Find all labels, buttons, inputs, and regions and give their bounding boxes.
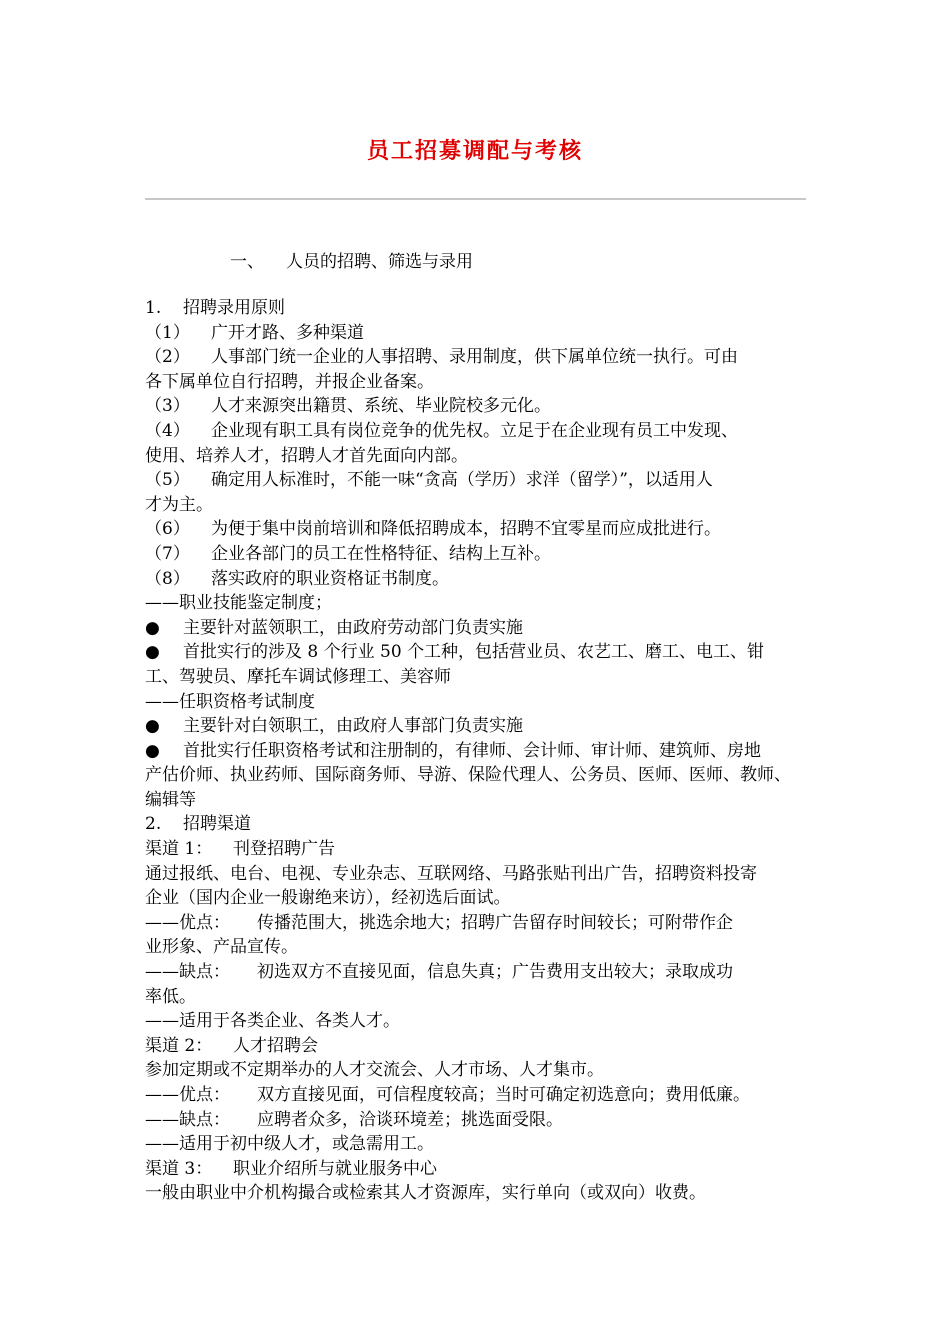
channel-heading: 渠道 1： 刊登招聘广告 bbox=[145, 839, 335, 860]
principle-item: （2） 人事部门统一企业的人事招聘、录用制度，供下属单位统一执行。可由 bbox=[145, 347, 738, 368]
channel-desc: 通过报纸、电台、电视、专业杂志、互联网络、马路张贴刊出广告，招聘资料投寄 bbox=[145, 863, 757, 884]
page-title: 员工招募调配与考核 bbox=[366, 139, 583, 164]
bullet-icon: ● bbox=[145, 716, 160, 737]
bullet-icon: ● bbox=[145, 642, 160, 663]
title-divider bbox=[145, 198, 806, 200]
principle-item: （7） 企业各部门的员工在性格特征、结构上互补。 bbox=[145, 543, 551, 564]
channel-cons-cont: 率低。 bbox=[145, 986, 196, 1007]
bullet-item-cont: 工、驾驶员、摩托车调试修理工、美容师 bbox=[145, 666, 451, 687]
channel-fit: ——适用于各类企业、各类人才。 bbox=[145, 1011, 400, 1032]
channel-cons: ——缺点： 初选双方不直接见面，信息失真；广告费用支出较大；录取成功 bbox=[145, 962, 733, 983]
bullet-item: ● 主要针对白领职工，由政府人事部门负责实施 bbox=[145, 714, 810, 739]
channel-pros: ——优点： 传播范围大，挑选余地大；招聘广告留存时间较长；可附带作企 bbox=[145, 912, 733, 933]
principle-item-cont: 各下属单位自行招聘，并报企业备案。 bbox=[145, 371, 434, 392]
principle-item: （5） 确定用人标准时，不能一味“贪高（学历）求洋（留学）”，以适用人 bbox=[145, 470, 713, 491]
principle-item: （6） 为便于集中岗前培训和降低招聘成本，招聘不宜零星而应成批进行。 bbox=[145, 519, 721, 540]
principle-item: （3） 人才来源突出籍贯、系统、毕业院校多元化。 bbox=[145, 396, 551, 417]
bullet-icon: ● bbox=[145, 617, 160, 638]
principle-item: （4） 企业现有职工具有岗位竞争的优先权。立足于在企业现有员工中发现、 bbox=[145, 420, 738, 441]
bullet-item-cont: 编辑等 bbox=[145, 789, 196, 810]
section-heading bbox=[230, 247, 473, 272]
channel-pros-cont: 业形象、产品宣传。 bbox=[145, 937, 298, 958]
section-number: 一、 bbox=[230, 252, 264, 272]
channel-pros: ——优点： 双方直接见面，可信程度较高；当时可确定初选意向；费用低廉。 bbox=[145, 1085, 750, 1105]
channel-desc: 参加定期或不定期举办的人才交流会、人才市场、人才集市。 bbox=[145, 1060, 604, 1081]
channel-desc: 一般由职业中介机构撮合或检索其人才资源库，实行单向（或双向）收费。 bbox=[145, 1183, 706, 1204]
channel-heading: 渠道 3： 职业介绍所与就业服务中心 bbox=[145, 1158, 437, 1179]
principle-item-cont: 才为主。 bbox=[145, 494, 213, 515]
bullet-item: ● 首批实行的涉及 8 个行业 50 个工种，包括营业员、农艺工、磨工、电工、钳 bbox=[145, 640, 810, 665]
principle-item: （8） 落实政府的职业资格证书制度。 bbox=[145, 568, 449, 589]
bullet-item: ● 首批实行任职资格考试和注册制的，有律师、会计师、审计师、建筑师、房地 bbox=[145, 739, 810, 764]
principle-item-cont: 使用、培养人才，招聘人才首先面向内部。 bbox=[145, 445, 468, 466]
principle-item: （1） 广开才路、多种渠道 bbox=[145, 322, 364, 343]
bullet-item: ● 主要针对蓝领职工，由政府劳动部门负责实施 bbox=[145, 616, 810, 641]
channel-desc-cont: 企业（国内企业一般谢绝来访），经初选后面试。 bbox=[145, 888, 511, 909]
channel-fit: ——适用于初中级人才，或急需用工。 bbox=[145, 1134, 434, 1155]
subsection-dash: ——任职资格考试制度 bbox=[145, 691, 315, 712]
channel-cons: ——缺点： 应聘者众多，洽谈环境差；挑选面受限。 bbox=[145, 1109, 563, 1130]
section-title: 人员的招聘、筛选与录用 bbox=[286, 252, 473, 272]
bullet-icon: ● bbox=[145, 740, 160, 761]
channel-heading: 渠道 2： 人才招聘会 bbox=[145, 1035, 318, 1056]
heading-recruit-channels: 2. 招聘渠道 bbox=[145, 814, 251, 835]
heading-recruit-principles: 1. 招聘录用原则 bbox=[145, 298, 285, 318]
bullet-item-cont: 产估价师、执业药师、国际商务师、导游、保险代理人、公务员、医师、医师、教师、 bbox=[145, 765, 791, 786]
subsection-dash: ——职业技能鉴定制度； bbox=[145, 593, 332, 614]
document-body bbox=[145, 296, 810, 1206]
